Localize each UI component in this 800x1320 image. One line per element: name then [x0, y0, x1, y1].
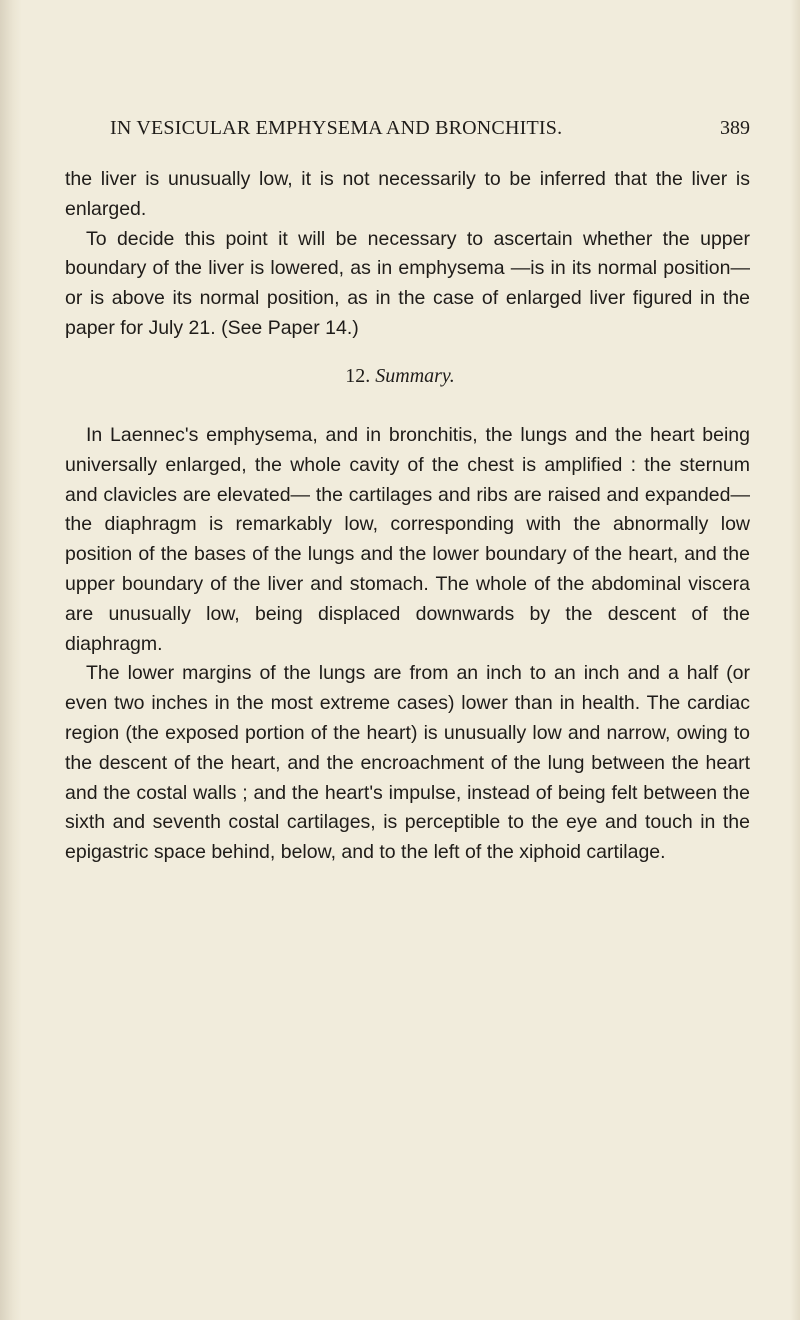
page-gutter-shadow: [0, 0, 22, 1320]
paragraph-summary-1: In Laennec's emphysema, and in bronchitis, the lungs and the heart being universally enlarged, the whole cavity of the chest is amplified : the sternum and clavicles are elevated— the cartilages and ribs are raised and expanded—the diaphragm is remarkably low, corresponding with the abnormally low position of the bases of the lungs and the lower boundary of the heart, and the upper boundary of the liver and stomach. The whole of the abdominal viscera are unusually low, being displaced downwards by the descent of the diaphragm.: [65, 424, 750, 655]
running-head: IN VESICULAR EMPHYSEMA AND BRONCHITIS.: [110, 117, 563, 139]
body-text-top: [65, 165, 750, 344]
body-text-summary: [65, 421, 750, 868]
page-edge-shadow: [790, 0, 800, 1320]
section-title: Summary.: [375, 365, 455, 387]
paragraph-decide: To decide this point it will be necessary to ascertain whether the upper boundary of the liver is lowered, as in emphysema —is in its normal position—or is above its normal position, as in the case of enlarged liver figured in the paper for July 21. (See Paper 14.): [65, 227, 750, 339]
page-number: 389: [720, 117, 750, 139]
section-heading: [0, 365, 800, 388]
page-header: [110, 117, 750, 147]
section-number: 12.: [345, 365, 371, 387]
paragraph-continuation: the liver is unusually low, it is not necessarily to be inferred that the liver is enlarged.: [65, 168, 750, 220]
paragraph-summary-2: The lower margins of the lungs are from an inch to an inch and a half (or even two inches in the most extreme cases) lower than in health. The cardiac region (the exposed portion of the heart) is unusually low and narrow, owing to the descent of the heart, and the encroachment of the lung between the heart and the costal walls ; and the heart's impulse, instead of being felt between the sixth and seventh costal cartilages, is perceptible to the eye and touch in the epigastric space behind, below, and to the left of the xiphoid cartilage.: [65, 662, 750, 864]
